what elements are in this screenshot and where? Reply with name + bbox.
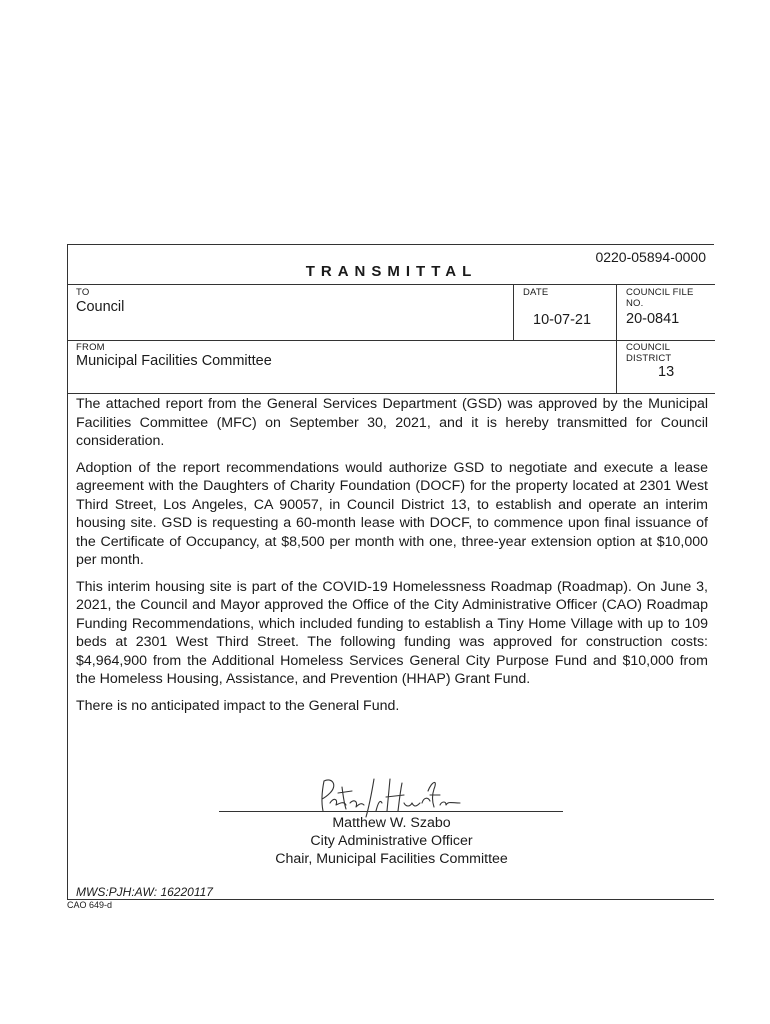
- from-label: FROM: [76, 342, 105, 353]
- body-text: [76, 395, 708, 723]
- divider-middle: [68, 340, 715, 341]
- document-title: TRANSMITTAL: [305, 263, 478, 280]
- council-file-label-line1: COUNCIL FILE: [626, 287, 694, 298]
- file-number: 0220-05894-0000: [595, 249, 706, 265]
- from-value: Municipal Facilities Committee: [76, 353, 272, 369]
- district-label-line2: DISTRICT: [626, 353, 672, 364]
- divider-bottom: [68, 393, 715, 394]
- signer-role: Chair, Municipal Facilities Committee: [275, 851, 508, 867]
- paragraph-2: Adoption of the report recommendations would authorize GSD to negotiate and execute a lease agreement with the Daughters of Charity Foundation (DOCF) for the property located at 2301 West Third Street, Los Angeles, CA 90057, in Council District 13, to establish and operate an interim housing site. GSD is requesting a 60-month lease with DOCF, to commence upon final issuance of the Certificate of Occupancy, at $8,500 per month with one, three-year extension option at $10,000 per month.: [76, 459, 708, 568]
- council-file-label-line2: NO.: [626, 298, 644, 309]
- form-code: CAO 649-d: [67, 900, 113, 910]
- date-value: 10-07-21: [533, 312, 592, 328]
- to-value: Council: [76, 299, 125, 315]
- to-label: TO: [76, 287, 90, 298]
- date-label: DATE: [523, 287, 549, 298]
- council-file-label: [626, 287, 694, 309]
- district-value: 13: [658, 364, 675, 380]
- reference-initials: MWS:PJH:AW: 16220117: [76, 885, 213, 899]
- divider-date: [513, 284, 514, 340]
- council-file-value: 20-0841: [626, 311, 680, 327]
- signer-name: Matthew W. Szabo: [332, 815, 451, 831]
- transmittal-form: [67, 244, 714, 900]
- district-label-line1: COUNCIL: [626, 342, 671, 353]
- district-label: [626, 342, 671, 364]
- paragraph-4: There is no anticipated impact to the General Fund.: [76, 697, 400, 714]
- paragraph-3: This interim housing site is part of the COVID-19 Homelessness Roadmap (Roadmap). On June 3, 2021, the Council and Mayor approved the Office of the City Administrative Officer (CAO) Roadmap Funding Recommendations, which included funding to establish a Tiny Home Village with up to 109 beds at 2301 West Third Street. The following funding was approved for construction costs: $4,964,900 from the Additional Homeless Services General City Purpose Fund and $10,000 from the Homeless Housing, Assistance, and Prevention (HHAP) Grant Fund.: [76, 578, 708, 687]
- handwritten-signature: [316, 773, 466, 819]
- divider-top: [68, 284, 715, 285]
- signature-line: [219, 811, 563, 812]
- divider-council: [616, 284, 617, 393]
- signer-title: City Administrative Officer: [310, 833, 473, 849]
- paragraph-1: The attached report from the General Services Department (GSD) was approved by the Municipal Facilities Committee (MFC) on September 30, 2021, and it is hereby transmitted for Council consideration.: [76, 396, 708, 449]
